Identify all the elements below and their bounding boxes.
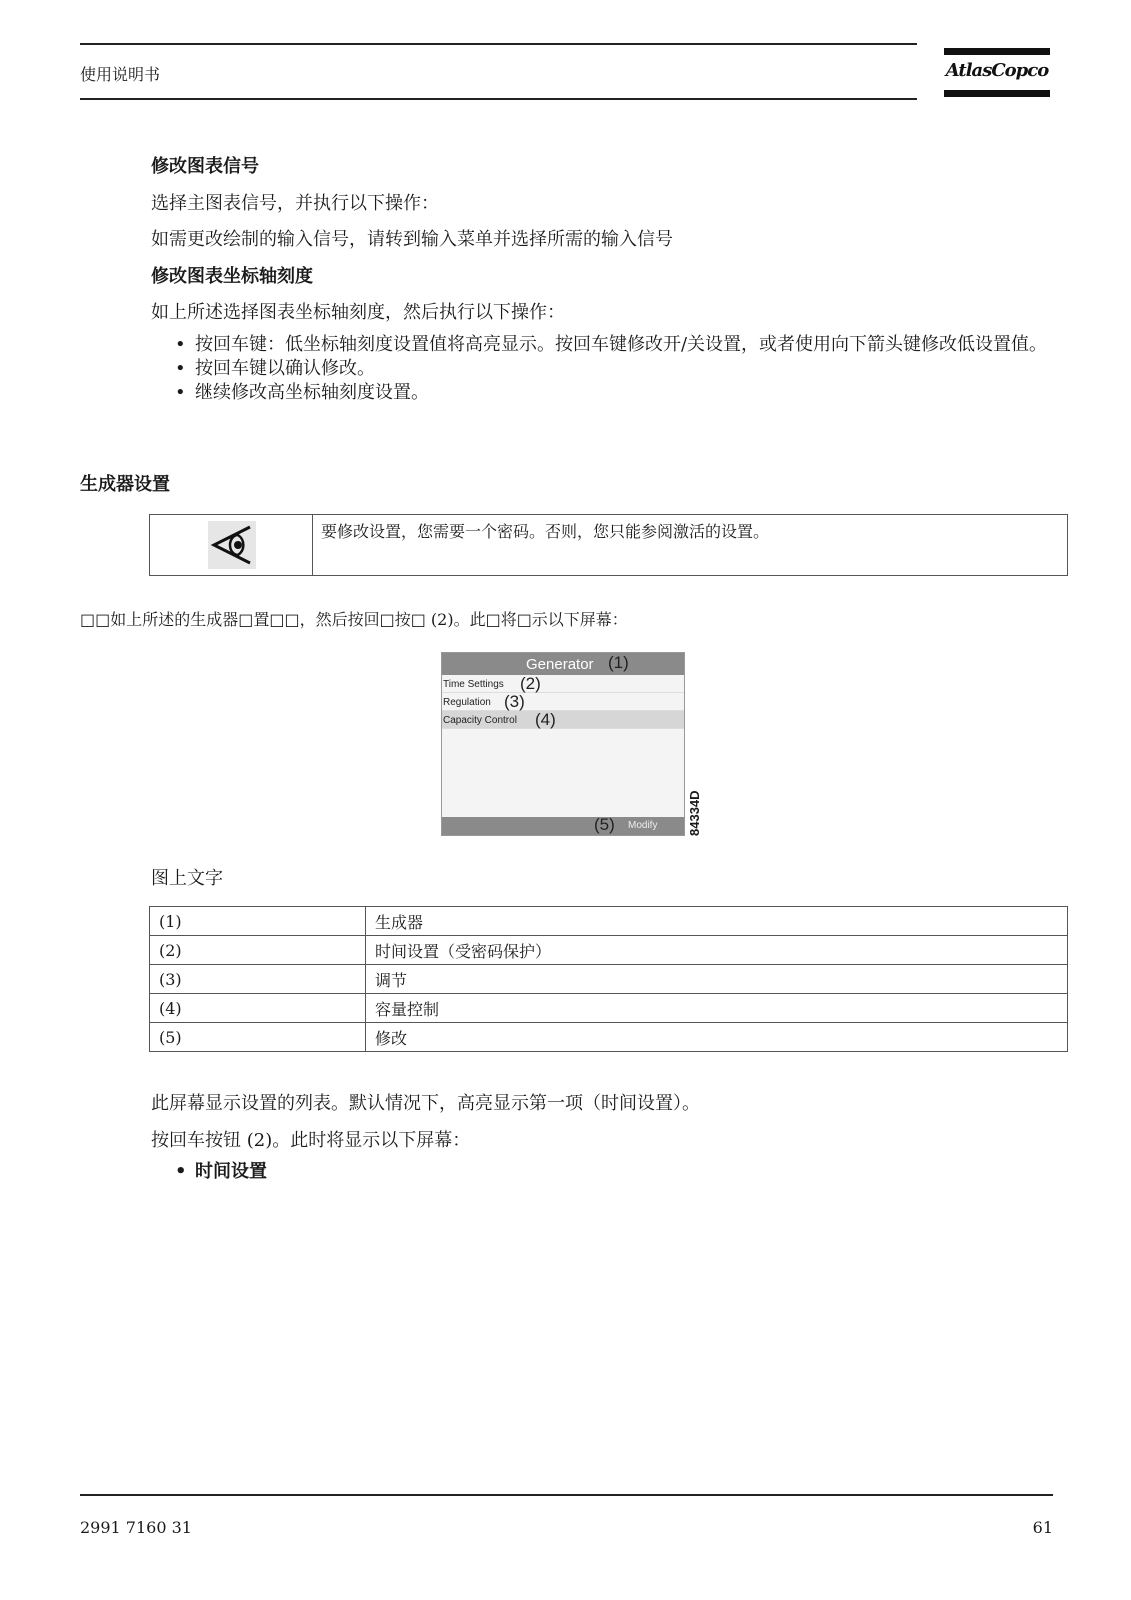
bullet-list: [175, 1160, 267, 1184]
table-row: [150, 1023, 1068, 1052]
logo-text: AtlasCopco: [945, 60, 1049, 81]
eye-icon: [208, 521, 256, 569]
menu-item-regulation: [442, 693, 684, 711]
legend-value: 容量控制: [366, 994, 1068, 1023]
controller-screen: [441, 652, 685, 836]
paragraph: 此屏幕显示设置的列表。默认情况下，高亮显示第一项（时间设置）。: [151, 1093, 700, 1114]
paragraph: 选择主图表信号，并执行以下操作：: [151, 193, 439, 214]
header-bottom-rule: [80, 98, 917, 100]
atlas-copco-logo: [944, 48, 1050, 100]
heading-generator-settings: 生成器设置: [80, 474, 170, 495]
paragraph: 如需更改绘制的输入信号，请转到输入菜单并选择所需的输入信号: [151, 229, 673, 250]
legend-key: (4): [150, 994, 366, 1023]
callout-number: (5): [594, 815, 615, 834]
list-item: • 按回车键以确认修改。: [175, 357, 1055, 381]
list-item: • 按回车键：低坐标轴刻度设置值将高亮显示。按回车键修改开/关设置，或者使用向下箭头键修改低设置值。: [175, 333, 1055, 357]
heading-modify-axis-scale: 修改图表坐标轴刻度: [151, 266, 313, 287]
list-item: • 时间设置: [175, 1160, 267, 1184]
screen-bottom-bar: [442, 817, 684, 835]
legend-key: (2): [150, 936, 366, 965]
legend-value: 调节: [366, 965, 1068, 994]
notice-text: 要修改设置，您需要一个密码。否则，您只能参阅激活的设置。: [321, 522, 770, 541]
menu-item-label: Time Settings: [443, 679, 504, 690]
menu-item-capacity-control: [442, 711, 684, 729]
footer-rule: [80, 1494, 1053, 1496]
paragraph: 按回车按钮 (2)。此时将显示以下屏幕：: [151, 1130, 471, 1151]
modify-softkey-label: Modify: [628, 820, 658, 831]
screen-title: Generator: [526, 656, 594, 673]
paragraph: □□如上所述的生成器□置□□，然后按回□按□ (2)。此□将□示以下屏幕：: [80, 610, 628, 629]
bullet-list: [175, 333, 1055, 405]
menu-item-label: Capacity Control: [443, 715, 517, 726]
table-row: [150, 936, 1068, 965]
figure-caption: 图上文字: [151, 868, 223, 889]
document-number: 2991 7160 31: [80, 1518, 192, 1537]
header-title: 使用说明书: [80, 65, 161, 84]
legend-key: (3): [150, 965, 366, 994]
legend-key: (1): [150, 907, 366, 936]
list-item: • 继续修改高坐标轴刻度设置。: [175, 381, 1055, 405]
legend-table: [149, 906, 1068, 1052]
legend-value: 修改: [366, 1023, 1068, 1052]
heading-modify-chart-signal: 修改图表信号: [151, 156, 259, 177]
callout-number: (2): [520, 674, 541, 693]
table-row: [150, 907, 1068, 936]
password-notice-box: [149, 514, 1068, 576]
legend-value: 生成器: [366, 907, 1068, 936]
paragraph: 如上所述选择图表坐标轴刻度，然后执行以下操作：: [151, 302, 565, 323]
menu-item-label: Regulation: [443, 697, 491, 708]
callout-number: (4): [535, 710, 556, 729]
figure-code: 84334D: [687, 790, 702, 836]
legend-key: (5): [150, 1023, 366, 1052]
screen-title-bar: [442, 653, 684, 675]
legend-value: 时间设置（受密码保护）: [366, 936, 1068, 965]
page-number: 61: [1032, 1518, 1053, 1537]
callout-number: (3): [504, 692, 525, 711]
table-row: [150, 994, 1068, 1023]
menu-item-time-settings: [442, 675, 684, 693]
table-row: [150, 965, 1068, 994]
header-top-rule: [80, 43, 917, 45]
callout-number: (1): [608, 653, 629, 672]
